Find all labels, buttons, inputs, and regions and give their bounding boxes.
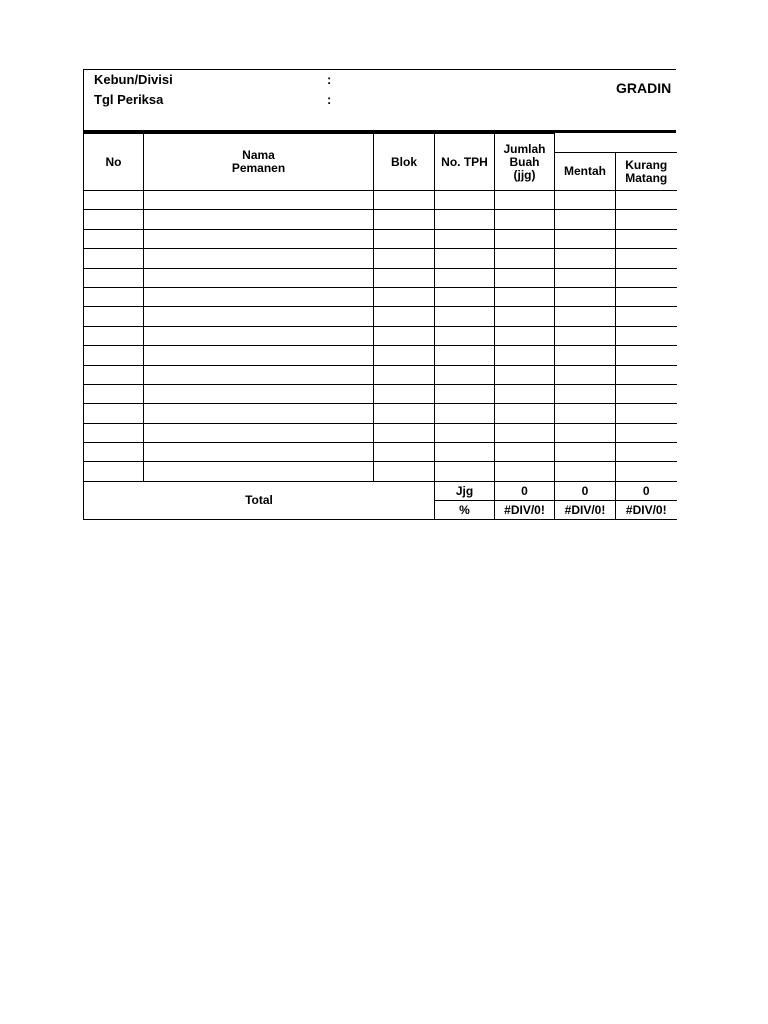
- total-label: Total: [84, 481, 435, 519]
- table-cell[interactable]: [84, 229, 144, 248]
- table-cell[interactable]: [616, 462, 677, 481]
- pct-kurang-value: #DIV/0!: [616, 500, 677, 519]
- table-cell[interactable]: [144, 229, 374, 248]
- table-cell[interactable]: [616, 229, 677, 248]
- table-cell[interactable]: [435, 287, 495, 306]
- table-cell[interactable]: [84, 462, 144, 481]
- kebun-divisi-colon: :: [327, 72, 332, 87]
- table-cell[interactable]: [435, 229, 495, 248]
- sheet-title: GRADIN: [616, 80, 672, 96]
- table-cell[interactable]: [555, 384, 616, 403]
- table-cell[interactable]: [435, 365, 495, 384]
- table-cell[interactable]: [84, 404, 144, 423]
- table-cell[interactable]: [435, 191, 495, 210]
- table-cell[interactable]: [555, 191, 616, 210]
- table-cell[interactable]: [555, 346, 616, 365]
- table-cell[interactable]: [374, 268, 435, 287]
- table-cell[interactable]: [144, 384, 374, 403]
- table-cell[interactable]: [616, 191, 677, 210]
- table-cell[interactable]: [495, 443, 555, 462]
- table-cell[interactable]: [144, 210, 374, 229]
- jjg-label: Jjg: [435, 481, 495, 500]
- table-cell[interactable]: [84, 210, 144, 229]
- table-cell[interactable]: [616, 210, 677, 229]
- table-row: [84, 287, 677, 306]
- pct-label: %: [435, 500, 495, 519]
- table-row: [84, 423, 677, 442]
- table-cell[interactable]: [435, 268, 495, 287]
- tgl-periksa-label: Tgl Periksa: [94, 92, 164, 107]
- table-cell[interactable]: [555, 210, 616, 229]
- table-cell[interactable]: [616, 307, 677, 326]
- header-no: No: [84, 134, 144, 191]
- table-cell[interactable]: [616, 384, 677, 403]
- header-no-tph: No. TPH: [435, 134, 495, 191]
- table-cell[interactable]: [435, 462, 495, 481]
- table-row: [84, 268, 677, 287]
- table-row: [84, 249, 677, 268]
- table-cell[interactable]: [84, 326, 144, 345]
- table-cell[interactable]: [495, 268, 555, 287]
- header-jumlah-line1: Jumlah: [503, 141, 546, 156]
- table-row: [84, 443, 677, 462]
- table-cell[interactable]: [374, 307, 435, 326]
- table-cell[interactable]: [374, 229, 435, 248]
- table-cell[interactable]: [374, 249, 435, 268]
- table-cell[interactable]: [435, 307, 495, 326]
- table-row: [84, 404, 677, 423]
- table-cell[interactable]: [495, 229, 555, 248]
- pct-mentah-value: #DIV/0!: [555, 500, 616, 519]
- table-row: [84, 191, 677, 210]
- table-cell[interactable]: [144, 307, 374, 326]
- table-cell[interactable]: [555, 365, 616, 384]
- table-cell[interactable]: [495, 287, 555, 306]
- table-cell[interactable]: [616, 249, 677, 268]
- table-cell[interactable]: [555, 462, 616, 481]
- grading-sheet: [83, 69, 676, 520]
- jjg-jumlah-value: 0: [495, 481, 555, 500]
- table-cell[interactable]: [374, 287, 435, 306]
- table-cell[interactable]: [495, 462, 555, 481]
- table-cell[interactable]: [144, 191, 374, 210]
- table-row: [84, 210, 677, 229]
- table-cell[interactable]: [435, 346, 495, 365]
- table-cell[interactable]: [555, 268, 616, 287]
- table-cell[interactable]: [144, 365, 374, 384]
- table-cell[interactable]: [435, 326, 495, 345]
- table-row: [84, 326, 677, 345]
- table-cell[interactable]: [84, 287, 144, 306]
- table-cell[interactable]: [84, 346, 144, 365]
- table-row: [84, 384, 677, 403]
- table-cell[interactable]: [144, 346, 374, 365]
- table-cell[interactable]: [495, 365, 555, 384]
- table-body: [84, 191, 677, 482]
- header-kurang-line2: Matang: [625, 170, 668, 185]
- table-cell[interactable]: [84, 249, 144, 268]
- table-cell[interactable]: [495, 404, 555, 423]
- table-cell[interactable]: [495, 346, 555, 365]
- table-cell[interactable]: [555, 404, 616, 423]
- table-cell[interactable]: [435, 423, 495, 442]
- table-cell[interactable]: [616, 287, 677, 306]
- table-row: [84, 229, 677, 248]
- header-blok: Blok: [374, 134, 435, 191]
- table-cell[interactable]: [555, 423, 616, 442]
- tgl-periksa-colon: :: [327, 92, 332, 107]
- table-cell[interactable]: [374, 365, 435, 384]
- header-mentah: Mentah: [555, 153, 616, 191]
- table-cell[interactable]: [144, 249, 374, 268]
- table-cell[interactable]: [495, 210, 555, 229]
- header-kurang-line1: Kurang: [625, 157, 668, 172]
- table-cell[interactable]: [495, 326, 555, 345]
- table-cell[interactable]: [374, 346, 435, 365]
- table-row: [84, 307, 677, 326]
- table-cell[interactable]: [435, 384, 495, 403]
- table-cell[interactable]: [616, 326, 677, 345]
- table-cell[interactable]: [144, 268, 374, 287]
- header-kurang-matang: [616, 153, 677, 191]
- table-cell[interactable]: [374, 191, 435, 210]
- table-cell[interactable]: [555, 307, 616, 326]
- jjg-mentah-value: 0: [555, 481, 616, 500]
- header-jumlah-line2: Buah: [509, 154, 540, 169]
- table-cell[interactable]: [616, 423, 677, 442]
- table-cell[interactable]: [555, 287, 616, 306]
- header-nama-line1: Nama: [242, 148, 275, 162]
- grading-table: [83, 133, 677, 520]
- table-cell[interactable]: [374, 443, 435, 462]
- table-cell[interactable]: [435, 249, 495, 268]
- table-cell[interactable]: [144, 462, 374, 481]
- table-cell[interactable]: [616, 346, 677, 365]
- header-grading-group: [555, 134, 677, 153]
- table-cell[interactable]: [84, 191, 144, 210]
- table-cell[interactable]: [374, 462, 435, 481]
- table-cell[interactable]: [144, 287, 374, 306]
- table-cell[interactable]: [495, 249, 555, 268]
- table-cell[interactable]: [144, 404, 374, 423]
- table-cell[interactable]: [616, 443, 677, 462]
- jjg-kurang-value: 0: [616, 481, 677, 500]
- table-cell[interactable]: [495, 191, 555, 210]
- table-cell[interactable]: [84, 365, 144, 384]
- table-cell[interactable]: [374, 423, 435, 442]
- table-cell[interactable]: [616, 404, 677, 423]
- kebun-divisi-label: Kebun/Divisi: [94, 72, 173, 87]
- table-cell[interactable]: [374, 404, 435, 423]
- table-cell[interactable]: [616, 365, 677, 384]
- table-cell[interactable]: [374, 326, 435, 345]
- table-cell[interactable]: [495, 307, 555, 326]
- table-cell[interactable]: [435, 404, 495, 423]
- table-cell[interactable]: [144, 423, 374, 442]
- pct-jumlah-value: #DIV/0!: [495, 500, 555, 519]
- table-cell[interactable]: [555, 229, 616, 248]
- table-cell[interactable]: [555, 249, 616, 268]
- table-cell[interactable]: [84, 268, 144, 287]
- header-nama-pemanen: [144, 134, 374, 191]
- header-jumlah-line3: (jjg): [513, 167, 536, 182]
- sheet-header: [83, 69, 676, 133]
- table-cell[interactable]: [555, 443, 616, 462]
- table-cell[interactable]: [144, 443, 374, 462]
- table-cell[interactable]: [616, 268, 677, 287]
- table-cell[interactable]: [84, 443, 144, 462]
- table-cell[interactable]: [495, 423, 555, 442]
- header-nama-line2: Pemanen: [231, 161, 286, 175]
- table-cell[interactable]: [84, 384, 144, 403]
- table-row: [84, 346, 677, 365]
- table-cell[interactable]: [84, 423, 144, 442]
- table-row: [84, 365, 677, 384]
- table-cell[interactable]: [495, 384, 555, 403]
- table-cell[interactable]: [374, 210, 435, 229]
- header-jumlah-buah: [495, 134, 555, 191]
- table-cell[interactable]: [84, 307, 144, 326]
- table-cell[interactable]: [144, 326, 374, 345]
- table-cell[interactable]: [374, 384, 435, 403]
- table-row: [84, 462, 677, 481]
- table-cell[interactable]: [555, 326, 616, 345]
- table-cell[interactable]: [435, 210, 495, 229]
- table-cell[interactable]: [435, 443, 495, 462]
